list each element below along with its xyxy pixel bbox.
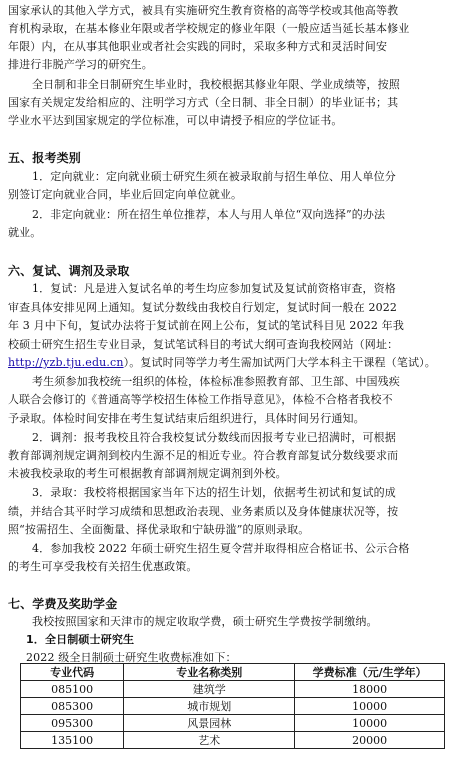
text-line: 国家有关规定发给相应的、注明学习方式（全日制、非全日制）的毕业证书；其 <box>8 96 399 109</box>
text-line <box>8 356 454 370</box>
cell-major: 城市规划 <box>124 698 295 715</box>
header-cell: 专业代码 <box>21 664 124 681</box>
text-line: 全日制和非全日制研究生毕业时，我校根据其修业年限、学业成绩等，按照 <box>32 78 400 91</box>
section-heading: 六、复试、调剂及录取 <box>8 264 130 278</box>
table-row <box>21 715 445 732</box>
text-line: 育机构录取，在基本修业年限或者学校规定的修业年限（一般应适当延长基本修业 <box>8 22 410 35</box>
text-line: 3．录取：我校将根据国家当年下达的招生计划，依据考生初试和复试的成 <box>32 486 396 499</box>
text-line: 国家承认的其他入学方式，被具有实施研究生教育资格的高等学校或其他高等教 <box>8 4 399 17</box>
text-line: 2．非定向就业：所在招生单位推荐，本人与用人单位“双向选择”的办法 <box>32 208 386 221</box>
text-line: 予录取。体检时间安排在考生复试结束后组织进行，具体时间另行通知。 <box>8 412 365 425</box>
text-line: 排进行非脱产学习的研究生。 <box>8 58 153 71</box>
sub-heading: 1．全日制硕士研究生 <box>26 633 135 646</box>
text-line: 的考生可享受我校有关招生优惠政策。 <box>8 560 198 573</box>
text-line: 绩，并结合其平时学习成绩和思想政治表现、业务素质以及身体健康状况等，按 <box>8 505 399 518</box>
text-line: 就业。 <box>8 226 42 239</box>
text-line: 审查具体安排见网上通知。复试分数线由我校自行划定，复试时间一般在 2022 <box>8 301 398 314</box>
text-line: 我校按照国家和天津市的规定收取学费，硕士研究生学费按学制缴纳。 <box>32 615 378 628</box>
text-line: 校硕士研究生招生专业目录，复试笔试科目的考试大纲可查询我校网站（网址： <box>8 338 399 351</box>
text-line: 4．参加我校 2022 年硕士研究生招生夏令营并取得相应合格证书、公示合格 <box>32 542 410 555</box>
cell-code: 085100 <box>21 681 124 698</box>
cell-major: 风景园林 <box>124 715 295 732</box>
text-line: 未被我校录取的考生可根据教育部调剂规定调剂到外校。 <box>8 467 287 480</box>
text-line: 学业水平达到国家规定的学位标准，可以申请授予相应的学位证书。 <box>8 114 343 127</box>
cell-major: 艺术 <box>124 732 295 749</box>
text-span: ）。复试时同等学力考生需加试两门大学本科主干课程（笔试）。 <box>123 356 436 369</box>
table-header-row <box>21 664 445 681</box>
text-line: 别签订定向就业合同，毕业后回定向单位就业。 <box>8 188 243 201</box>
cell-major: 建筑学 <box>124 681 295 698</box>
cell-fee: 18000 <box>295 681 445 698</box>
header-cell: 学费标准（元/生学年） <box>295 664 445 681</box>
header-cell: 专业名称类别 <box>124 664 295 681</box>
cell-code: 095300 <box>21 715 124 732</box>
website-link[interactable]: http://yzb.tju.edu.cn <box>8 356 124 369</box>
text-line: 人联合会修订的《普通高等学校招生体检工作指导意见》，体检不合格者我校不 <box>8 393 393 406</box>
cell-fee: 20000 <box>295 732 445 749</box>
cell-fee: 10000 <box>295 715 445 732</box>
table-row <box>21 732 445 749</box>
table-row <box>21 681 445 698</box>
text-line: 照“按需招生、全面衡量、择优录取和宁缺毋滥”的原则录取。 <box>8 523 310 536</box>
text-line: 1．复试：凡是进入复试名单的考生均应参加复试及复试前资格审查，资格 <box>32 282 396 295</box>
fee-table <box>20 663 445 749</box>
cell-code: 135100 <box>21 732 124 749</box>
text-line: 年限）内，在从事其他职业或者社会实践的同时，采取多种方式和灵活时间安 <box>8 40 388 53</box>
table-row <box>21 698 445 715</box>
cell-fee: 10000 <box>295 698 445 715</box>
text-line: 1．定向就业：定向就业硕士研究生须在被录取前与招生单位、用人单位分 <box>32 170 396 183</box>
cell-code: 085300 <box>21 698 124 715</box>
table-caption: 2022 级全日制硕士研究生收费标准如下： <box>26 651 237 664</box>
text-line: 年 3 月中下旬，复试办法将于复试前在网上公布，复试的笔试科目见 2022 年我 <box>8 319 404 332</box>
section-heading: 七、学费及奖助学金 <box>8 597 118 611</box>
text-line: 考生须参加我校统一组织的体检，体检标准参照教育部、卫生部、中国残疾 <box>32 375 400 388</box>
text-line: 2．调剂：报考我校且符合我校复试分数线而因报考专业已招满时，可根据 <box>32 431 396 444</box>
text-line: 教育部调剂规定调剂到校内生源不足的相近专业。符合教育部复试分数线要求而 <box>8 449 399 462</box>
section-heading: 五、报考类别 <box>8 151 81 165</box>
